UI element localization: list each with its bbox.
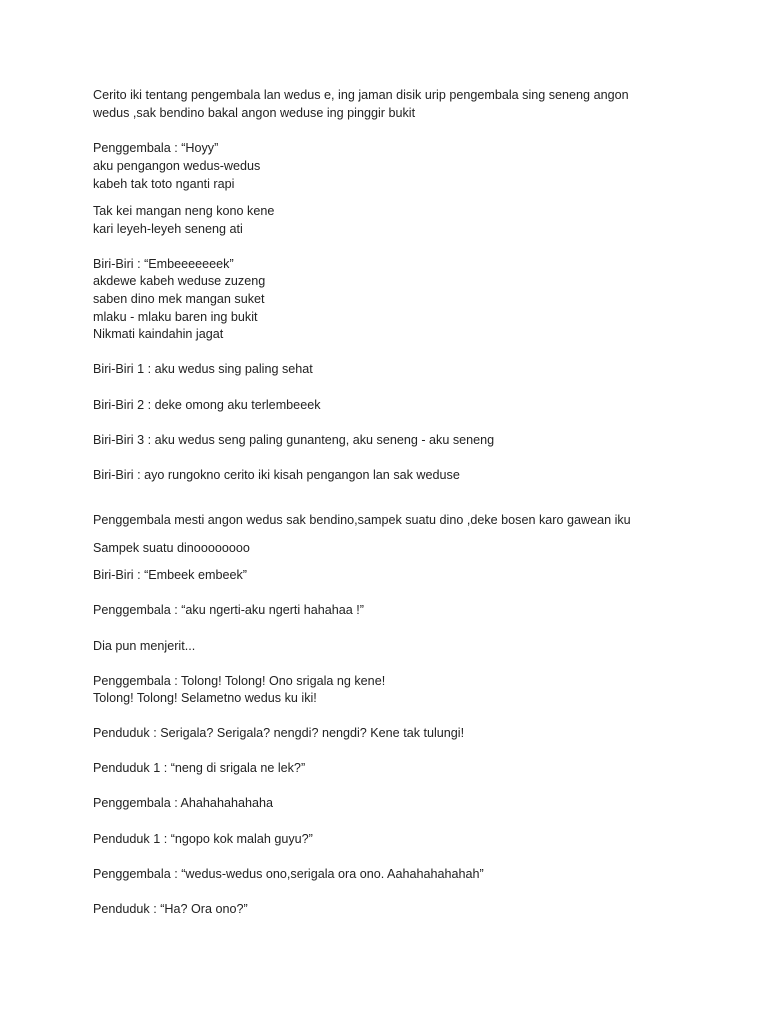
text-line: Penggembala : Tolong! Tolong! Ono srigala ng kene! <box>93 674 386 688</box>
text-line: akdewe kabeh weduse zuzeng <box>93 274 266 288</box>
text-line: Penduduk : “Ha? Ora ono?” <box>93 902 248 916</box>
text-line: Tolong! Tolong! Selametno wedus ku iki! <box>93 691 317 705</box>
text-line: Nikmati kaindahin jagat <box>93 327 224 341</box>
text-line: wedus ,sak bendino bakal angon weduse ing pinggir bukit <box>93 106 416 120</box>
text-line: kari leyeh-leyeh seneng ati <box>93 222 243 236</box>
text-line: Biri-Biri 3 : aku wedus seng paling gunanteng, aku seneng - aku seneng <box>93 433 495 447</box>
text-line: Penggembala : “Hoyy” <box>93 141 219 155</box>
text-line: kabeh tak toto nganti rapi <box>93 177 235 191</box>
text-line: Dia pun menjerit... <box>93 639 196 653</box>
text-line: Penggembala : Ahahahahahaha <box>93 796 273 810</box>
text-line: Biri-Biri 1 : aku wedus sing paling sehat <box>93 362 313 376</box>
text-line: Penggembala : “wedus-wedus ono,serigala ora ono. Aahahahahahah” <box>93 867 484 881</box>
text-line: Penggembala : “aku ngerti-aku ngerti hahahaa !” <box>93 603 364 617</box>
text-line: Biri-Biri : “Embeeeeeeek” <box>93 257 234 271</box>
text-line: Biri-Biri 2 : deke omong aku terlembeeek <box>93 398 321 412</box>
text-line: Penggembala mesti angon wedus sak bendino,sampek suatu dino ,deke bosen karo gawean iku <box>93 513 631 527</box>
text-line: Penduduk : Serigala? Serigala? nengdi? nengdi? Kene tak tulungi! <box>93 726 465 740</box>
text-line: Tak kei mangan neng kono kene <box>93 204 275 218</box>
text-line: aku pengangon wedus-wedus <box>93 159 261 173</box>
text-line: Penduduk 1 : “ngopo kok malah guyu?” <box>93 832 313 846</box>
text-line: Sampek suatu dinoooooooo <box>93 541 250 555</box>
text-line: saben dino mek mangan suket <box>93 292 265 306</box>
text-line: Biri-Biri : ayo rungokno cerito iki kisah pengangon lan sak weduse <box>93 468 460 482</box>
text-line: mlaku - mlaku baren ing bukit <box>93 310 258 324</box>
text-line: Cerito iki tentang pengembala lan wedus e, ing jaman disik urip pengembala sing seneng angon <box>93 88 629 102</box>
text-line: Penduduk 1 : “neng di srigala ne lek?” <box>93 761 306 775</box>
text-line: Biri-Biri : “Embeek embeek” <box>93 568 247 582</box>
